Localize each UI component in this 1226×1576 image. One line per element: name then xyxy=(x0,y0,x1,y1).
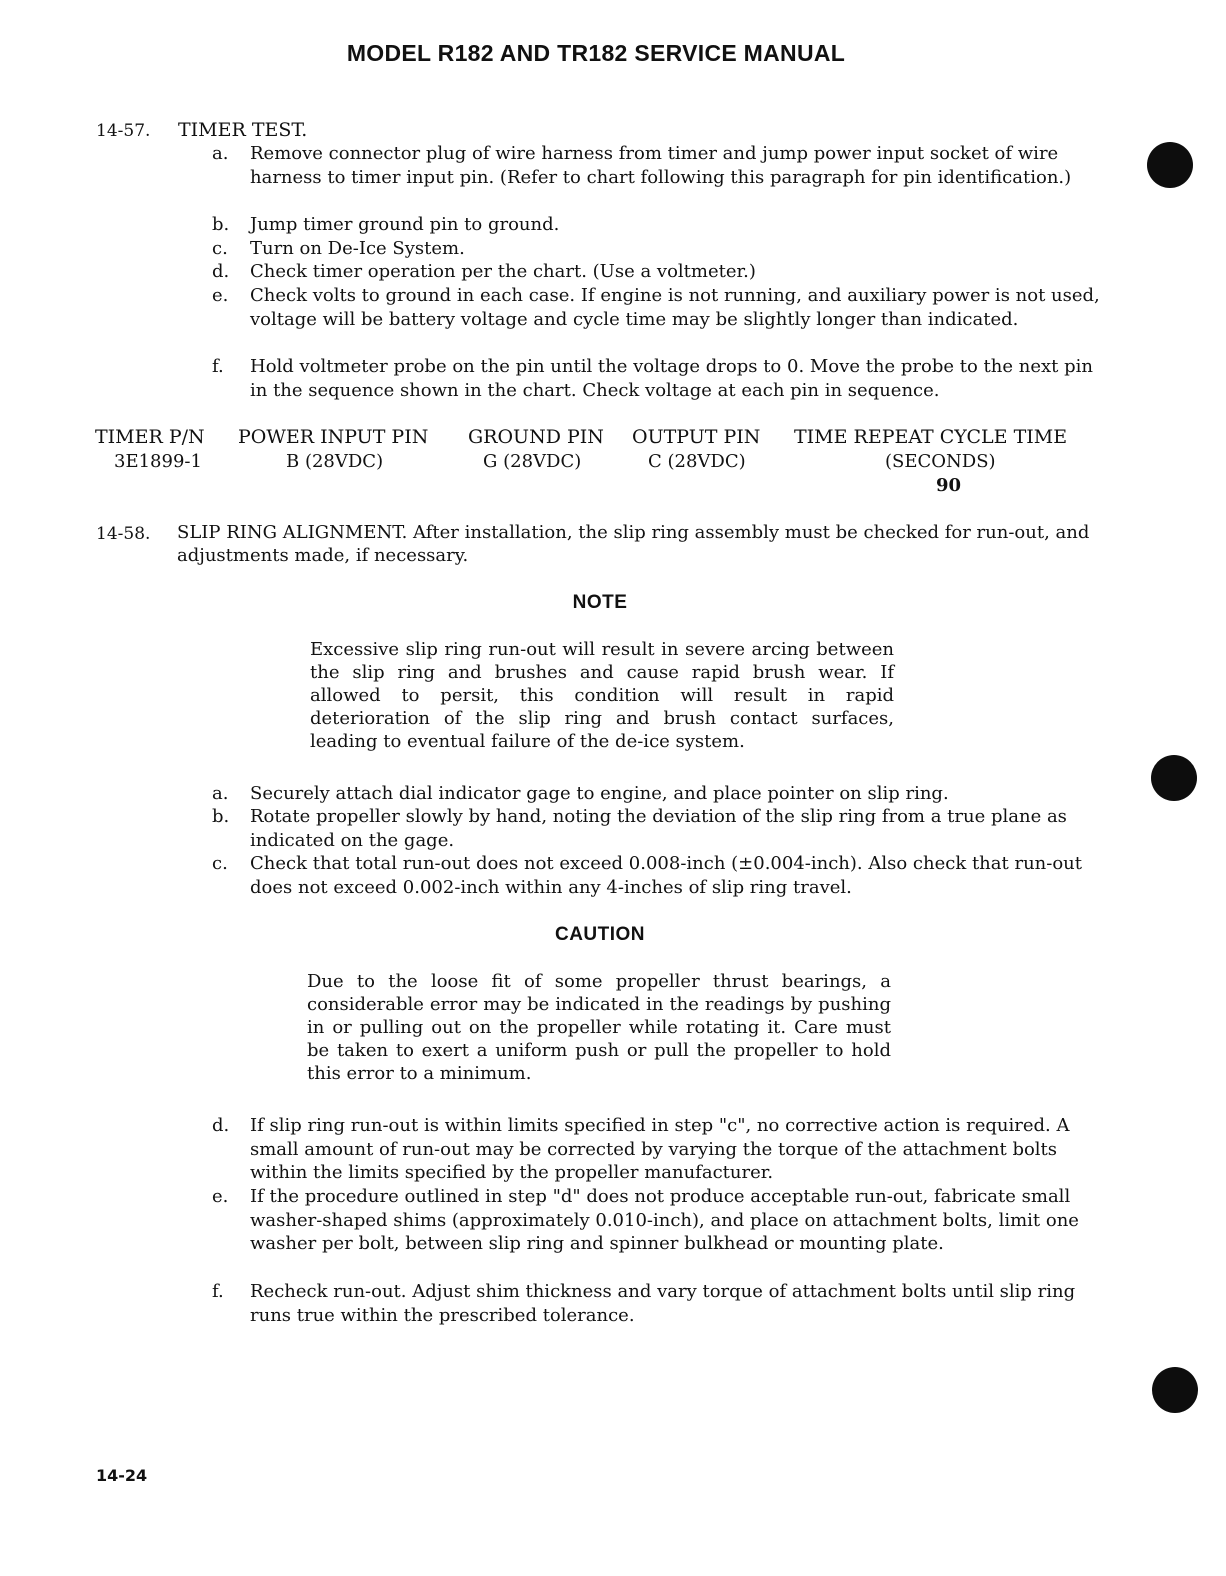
timer-step-d xyxy=(212,260,1112,284)
timer-step-b xyxy=(212,213,1112,237)
step-text: Jump timer ground pin to ground. xyxy=(250,214,560,235)
step-letter: a. xyxy=(212,143,229,164)
step-letter: d. xyxy=(212,1115,230,1136)
manual-title: MODEL R182 AND TR182 SERVICE MANUAL xyxy=(346,40,846,66)
slip-step-b xyxy=(212,805,1112,852)
timer-step-e xyxy=(212,284,1112,331)
caution-heading: CAUTION xyxy=(554,924,646,945)
slip-step-f xyxy=(212,1280,1112,1327)
page-number: 14-24 xyxy=(96,1466,148,1485)
step-letter: f. xyxy=(212,1281,224,1302)
table-header-cycle-time: TIME REPEAT CYCLE TIME xyxy=(794,426,1068,448)
slip-step-a xyxy=(212,782,1112,806)
revision-dot xyxy=(1147,142,1193,188)
revision-dot xyxy=(1151,755,1197,801)
timer-step-c xyxy=(212,237,1112,261)
note-text: Excessive slip ring run-out will result in severe arcing between the slip ring and brushes and cause rapid brush wear. If allowed to persit, this condition will result in rapid deterioration of the slip ring and brush contact surfaces, leading to eventual failure of the de-ice system. xyxy=(310,639,894,752)
caution-text: Due to the loose fit of some propeller thrust bearings, a considerable error may be indicated in the readings by pushing in or pulling out on the propeller while rotating it. Care must be taken to exert a uniform push or pull the propeller to hold this error to a minimum. xyxy=(307,971,891,1084)
table-cell-cycle-time-units: (SECONDS) xyxy=(885,451,996,472)
table-header-ground-pin: GROUND PIN xyxy=(468,426,604,448)
table-cell-timer-pn: 3E1899-1 xyxy=(114,451,202,472)
table-header-power-input-pin: POWER INPUT PIN xyxy=(238,426,429,448)
section-title-timer-test: TIMER TEST. xyxy=(178,119,308,141)
timer-step-a xyxy=(212,142,1112,189)
table-cell-power-input-pin: B (28VDC) xyxy=(286,451,384,472)
step-letter: b. xyxy=(212,806,230,827)
table-header-timer-pn: TIMER P/N xyxy=(95,426,205,448)
table-cell-cycle-time-value: 90 xyxy=(936,475,962,496)
step-text: Rotate propeller slowly by hand, noting the deviation of the slip ring from a true plane as indicated on the gage. xyxy=(250,806,1067,851)
step-letter: e. xyxy=(212,1186,229,1207)
step-text: Securely attach dial indicator gage to engine, and place pointer on slip ring. xyxy=(250,783,949,804)
timer-step-f xyxy=(212,355,1112,402)
step-letter: c. xyxy=(212,853,228,874)
step-letter: b. xyxy=(212,214,230,235)
table-header-output-pin: OUTPUT PIN xyxy=(632,426,761,448)
step-text: If slip ring run-out is within limits specified in step "c", no corrective action is required. A small amount of run-out may be corrected by varying the torque of the attachment bolts within the limits specified by the propeller manufacturer. xyxy=(250,1115,1070,1183)
section-number-14-57: 14-57. xyxy=(96,121,151,141)
step-letter: f. xyxy=(212,356,224,377)
step-text: If the procedure outlined in step "d" does not produce acceptable run-out, fabricate small washer-shaped shims (approximately 0.010-inch), and place on attachment bolts, limit one washer per bolt, between slip ring and spinner bulkhead or mounting plate. xyxy=(250,1186,1079,1254)
section-number-14-58: 14-58. xyxy=(96,524,151,544)
step-text: Check that total run-out does not exceed 0.008-inch (±0.004-inch). Also check that run-out does not exceed 0.002-inch within any 4-inches of slip ring travel. xyxy=(250,853,1082,898)
step-letter: c. xyxy=(212,238,228,259)
step-text: Turn on De-Ice System. xyxy=(250,238,465,259)
step-text: Check volts to ground in each case. If engine is not running, and auxiliary power is not used, voltage will be battery voltage and cycle time may be slightly longer than indicated. xyxy=(250,285,1100,330)
revision-dot xyxy=(1152,1367,1198,1413)
step-text: Hold voltmeter probe on the pin until the voltage drops to 0. Move the probe to the next pin in the sequence shown in the chart. Check voltage at each pin in sequence. xyxy=(250,356,1093,401)
slip-step-c xyxy=(212,852,1112,899)
step-letter: d. xyxy=(212,261,230,282)
slip-step-e xyxy=(212,1185,1112,1256)
step-text: Recheck run-out. Adjust shim thickness and vary torque of attachment bolts until slip ring runs true within the prescribed tolerance. xyxy=(250,1281,1076,1326)
section-intro-slip-ring: SLIP RING ALIGNMENT. After installation, the slip ring assembly must be checked for run-out, and adjustments made, if necessary. xyxy=(177,522,1090,566)
step-text: Remove connector plug of wire harness from timer and jump power input socket of wire harness to timer input pin. (Refer to chart following this paragraph for pin identification.) xyxy=(250,143,1072,188)
table-cell-ground-pin: G (28VDC) xyxy=(483,451,582,472)
note-heading: NOTE xyxy=(572,592,628,613)
step-letter: a. xyxy=(212,783,229,804)
step-text: Check timer operation per the chart. (Use a voltmeter.) xyxy=(250,261,756,282)
table-cell-output-pin: C (28VDC) xyxy=(648,451,746,472)
slip-step-d xyxy=(212,1114,1112,1185)
step-letter: e. xyxy=(212,285,229,306)
